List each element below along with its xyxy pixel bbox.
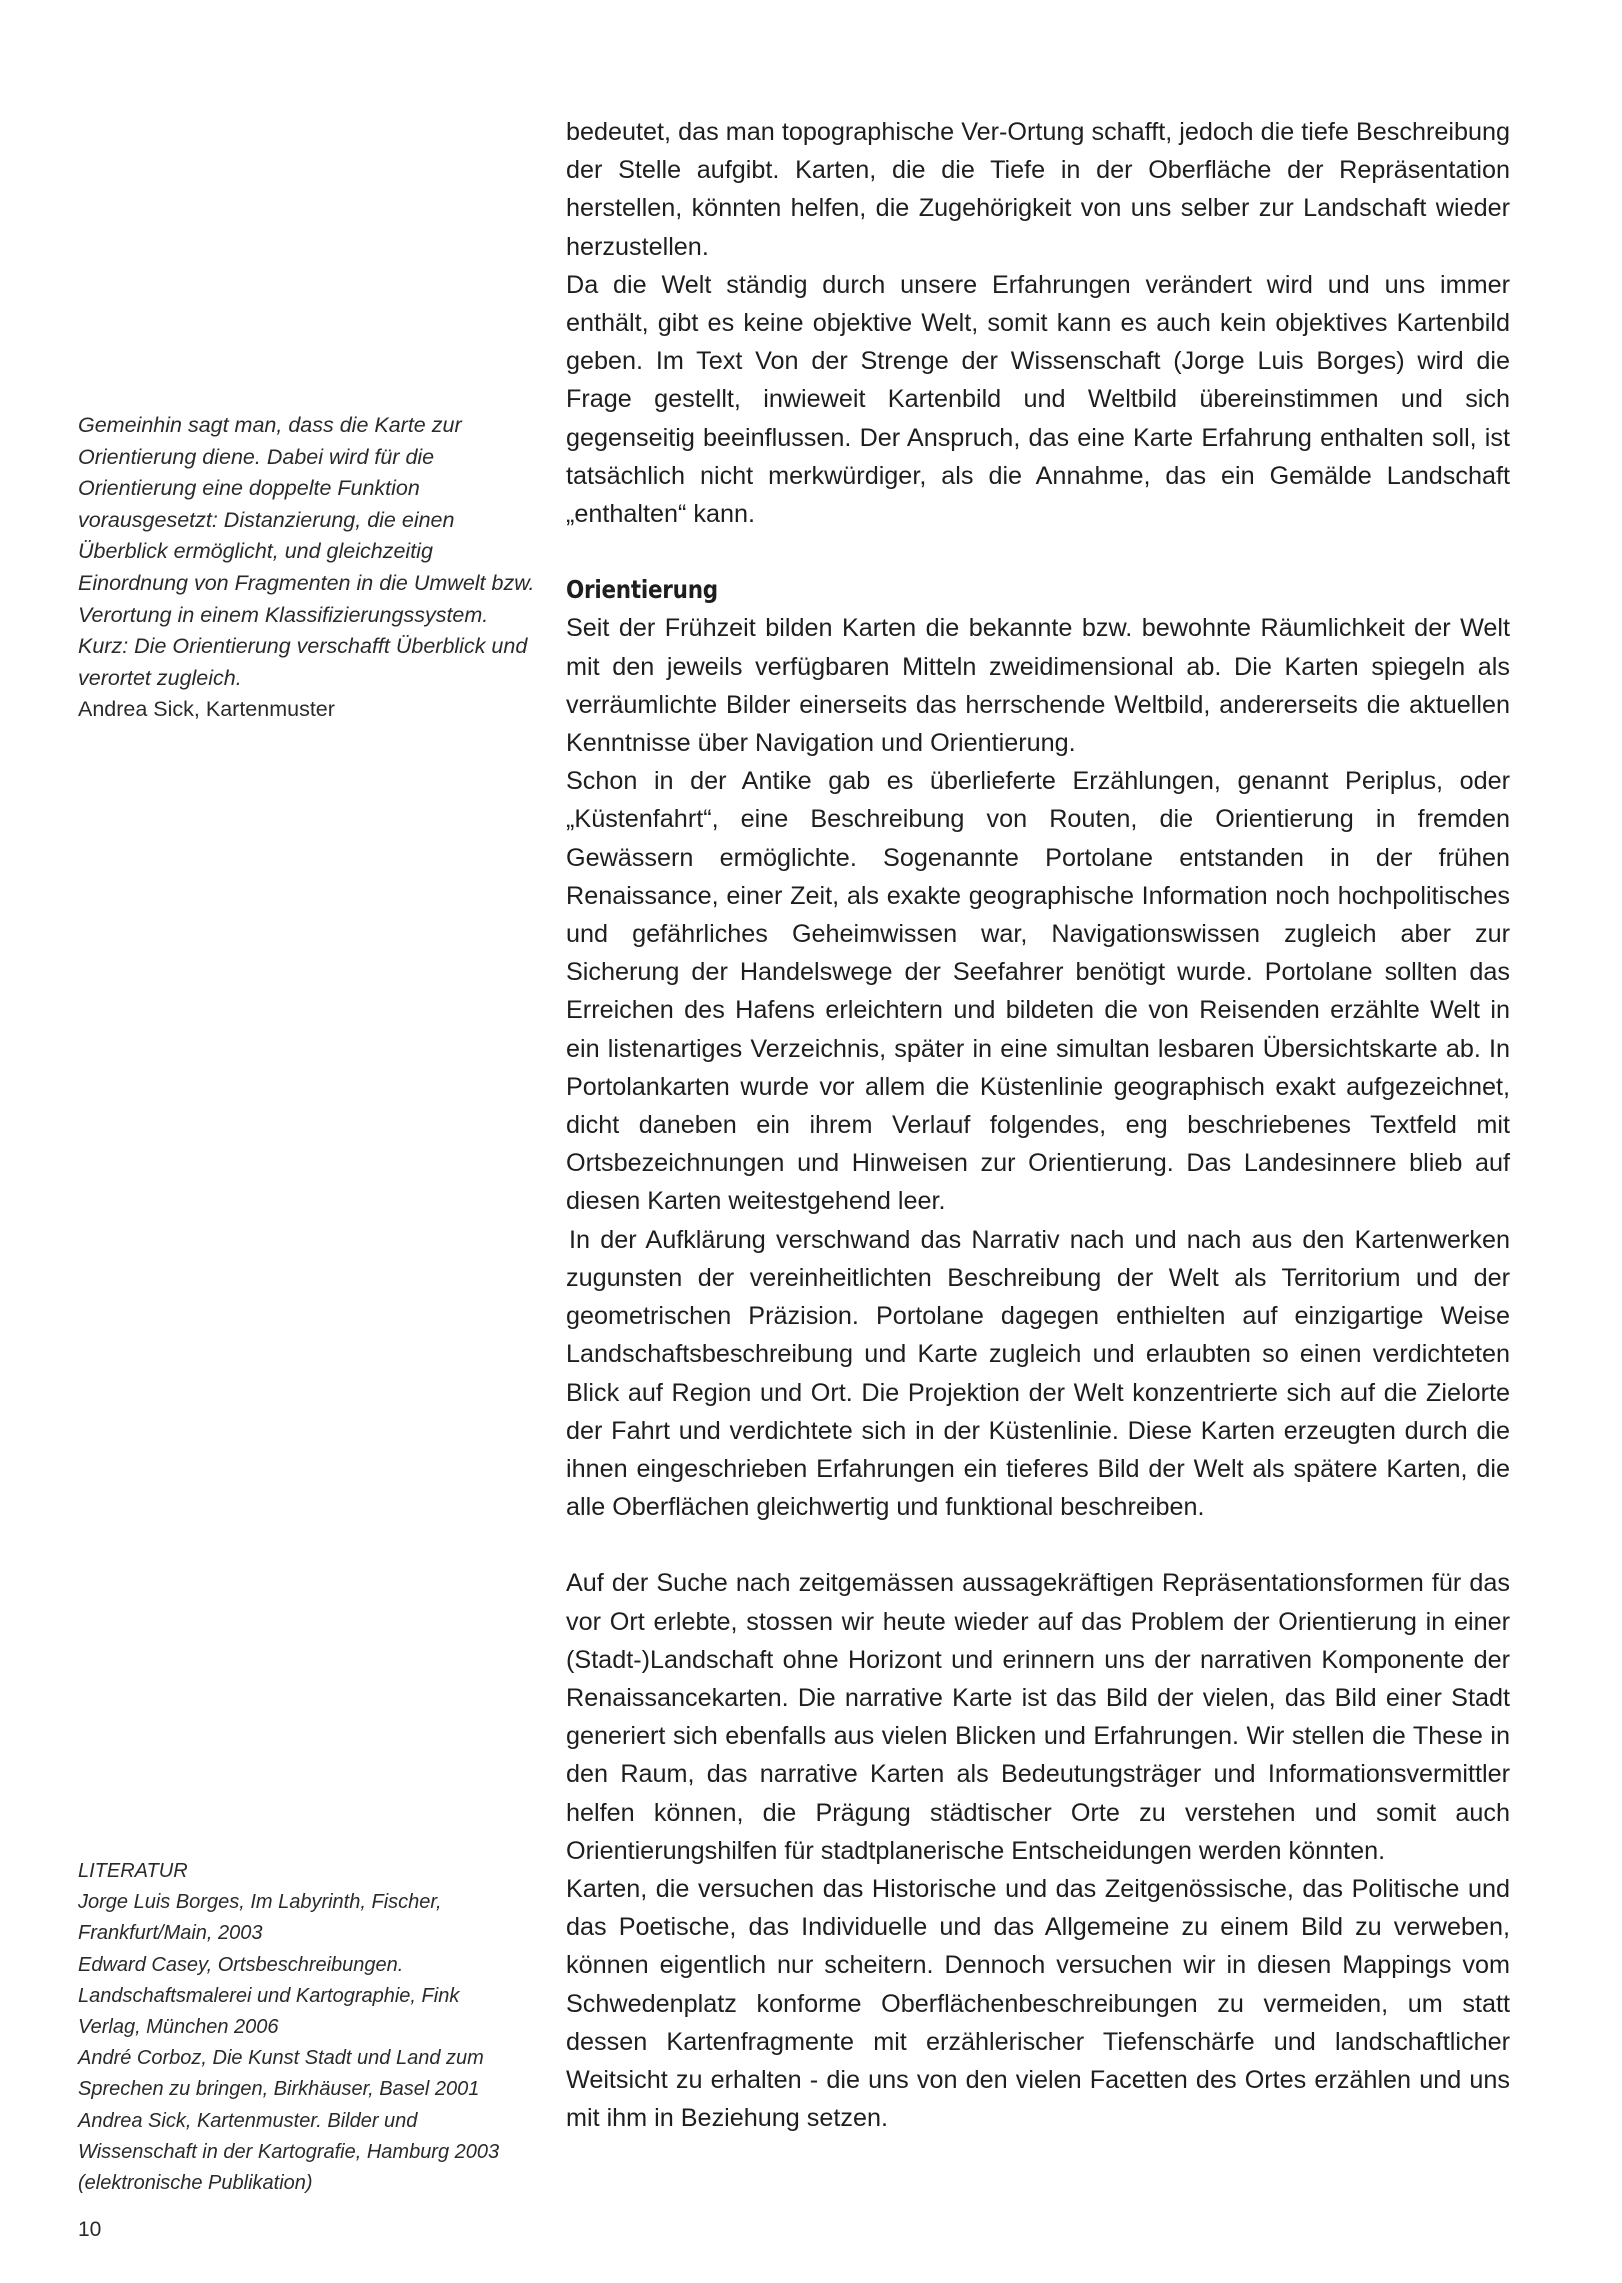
paragraph: In der Aufklärung verschwand das Narrativ nach und nach aus den Kartenwerken zugunsten der vereinheitlichten Beschreibung der Welt als Territorium und der geometrischen Präzision. Portolane dagegen enthielten auf einzigartige Weise Landschaftsbeschreibung und Karte zugleich und erlaubten so einen verdichteten Blick auf Region und Ort. Die Projektion der Welt konzentrierte sich auf die Zielorte der Fahrt und verdichtete sich in der Küstenlinie. Diese Karten erzeugten durch die ihnen eingeschrieben Erfahrungen ein tieferes Bild der Welt als spätere Karten, die alle Oberflächen gleichwertig und funktional beschreiben. <box>566 1225 1510 1522</box>
literature-list <box>78 1856 548 2199</box>
literature-entry: Wissenschaft in der Kartografie, Hamburg 2003 <box>78 2140 500 2163</box>
paragraph: bedeutet, das man topographische Ver-Ortung schafft, jedoch die tiefe Beschreibung der Stelle aufgibt. Karten, die die Tiefe in der Oberfläche der Repräsentation herstellen, könnten helfen, die Zugehörigkeit von uns selber zur Landschaft wieder herzustellen. <box>566 118 1510 261</box>
literature-entry: André Corboz, Die Kunst Stadt und Land zum <box>78 2047 484 2070</box>
literature-entry: Jorge Luis Borges, Im Labyrinth, Fischer, <box>78 1891 442 1914</box>
main-text-column <box>566 113 1510 2137</box>
page-number: 10 <box>78 2218 102 2241</box>
paragraph: Karten, die versuchen das Historische und das Zeitgenössische, das Politische und das Poetische, das Individuelle und das Allgemeine zu einem Bild zu verweben, können eigentlich nur scheitern. Dennoch versuchen wir in diesen Mappings vom Schwedenplatz konforme Oberflächenbeschreibungen zu vermeiden, um statt dessen Kartenfragmente mit erzählerischer Tiefenschärfe und landschaftlicher Weitsicht zu erhalten - die uns von den vielen Facetten des Ortes erzählen und uns mit ihm in Beziehung setzen. <box>566 1874 1510 2133</box>
literature-entry: Verlag, München 2006 <box>78 2016 279 2039</box>
quote-text: Gemeinhin sagt man, dass die Karte zur Orientierung diene. Dabei wird für die Orientierung eine doppelte Funktion vorausgesetzt: Distanzierung, die einen Überblick ermöglicht, und gleichzeitig Einordnung von Fragmenten in die Umwelt bzw. Verortung in einem Klassifizierungssystem. Kurz: Die Orientierung verschafft Überblick und verortet zugleich. <box>78 413 535 690</box>
paragraph: Auf der Suche nach zeitgemässen aussagekräftigen Repräsentationsformen für das vor Ort erlebte, stossen wir heute wieder auf das Problem der Orientierung in einer (Stadt-)Landschaft ohne Horizont und erinnern uns der narrativen Komponente der Renaissancekarten. Die narrative Karte ist das Bild der vielen, das Bild einer Stadt generiert sich ebenfalls aus vielen Blicken und Erfahrungen. Wir stellen die These in den Raum, das narrative Karten als Bedeutungsträger und Informationsvermittler helfen können, die Prägung städtischer Orte zu verstehen und somit auch Orientierungshilfen für stadtplanerische Entscheidungen werden könnten. <box>566 1569 1510 1865</box>
paragraph: Seit der Frühzeit bilden Karten die bekannte bzw. bewohnte Räumlichkeit der Welt mit den jeweils verfügbaren Mitteln zweidimensional ab. Die Karten spiegeln als verräumlichte Bilder einerseits das herrschende Weltbild, andererseits die aktuellen Kenntnisse über Navigation und Orientierung. <box>566 614 1510 758</box>
literature-entry: Edward Casey, Ortsbeschreibungen. <box>78 1953 404 1976</box>
literature-entry: (elektronische Publikation) <box>78 2172 313 2195</box>
literature-heading: LITERATUR <box>78 1860 188 1882</box>
paragraph: Da die Welt ständig durch unsere Erfahrungen verändert wird und uns immer enthält, gibt es keine objektive Welt, somit kann es auch kein objektives Kartenbild geben. Im Text Von der Strenge der Wissenschaft (Jorge Luis Borges) wird die Frage gestellt, inwieweit Kartenbild und Weltbild übereinstimmen und sich gegenseitig beeinflussen. Der Anspruch, das eine Karte Erfahrung enthalten soll, ist tatsächlich nicht merkwürdiger, als die Annahme, das ein Gemälde Landschaft „enthalten“ kann. <box>566 270 1510 529</box>
sidebar-quote <box>78 410 538 726</box>
literature-entry: Landschaftsmalerei und Kartographie, Fink <box>78 1984 460 2007</box>
section-heading: Orientierung <box>566 575 718 605</box>
literature-entry: Andrea Sick, Kartenmuster. Bilder und <box>78 2109 418 2132</box>
literature-entry: Sprechen zu bringen, Birkhäuser, Basel 2001 <box>78 2078 480 2101</box>
paragraph: Schon in der Antike gab es überlieferte Erzählungen, genannt Periplus, oder „Küstenfahrt“, eine Beschreibung von Routen, die Orientierung in fremden Gewässern ermöglichte. Sogenannte Portolane entstanden in der frühen Renaissance, einer Zeit, als exakte geographische Information noch hochpolitisches und gefährliches Geheimwissen war, Navigationswissen zugleich aber zur Sicherung der Handelswege der Seefahrer benötigt wurde. Portolane sollten das Erreichen des Hafens erleichtern und bildeten die von Reisenden erzählte Welt in ein listenartiges Verzeichnis, später in eine simultan lesbaren Übersichtskarte ab. In Portolankarten wurde vor allem die Küstenlinie geographisch exakt aufgezeichnet, dicht daneben ein ihrem Verlauf folgendes, eng beschriebenes Textfeld mit Ortsbezeichnungen und Hinweisen zur Orientierung. Das Landesinnere blieb auf diesen Karten weitestgehend leer. <box>566 767 1510 1216</box>
paragraph-spacer <box>566 533 1510 571</box>
paragraph-spacer <box>566 1526 1510 1564</box>
literature-entry: Frankfurt/Main, 2003 <box>78 1922 263 1945</box>
quote-attribution: Andrea Sick, Kartenmuster <box>78 697 335 722</box>
